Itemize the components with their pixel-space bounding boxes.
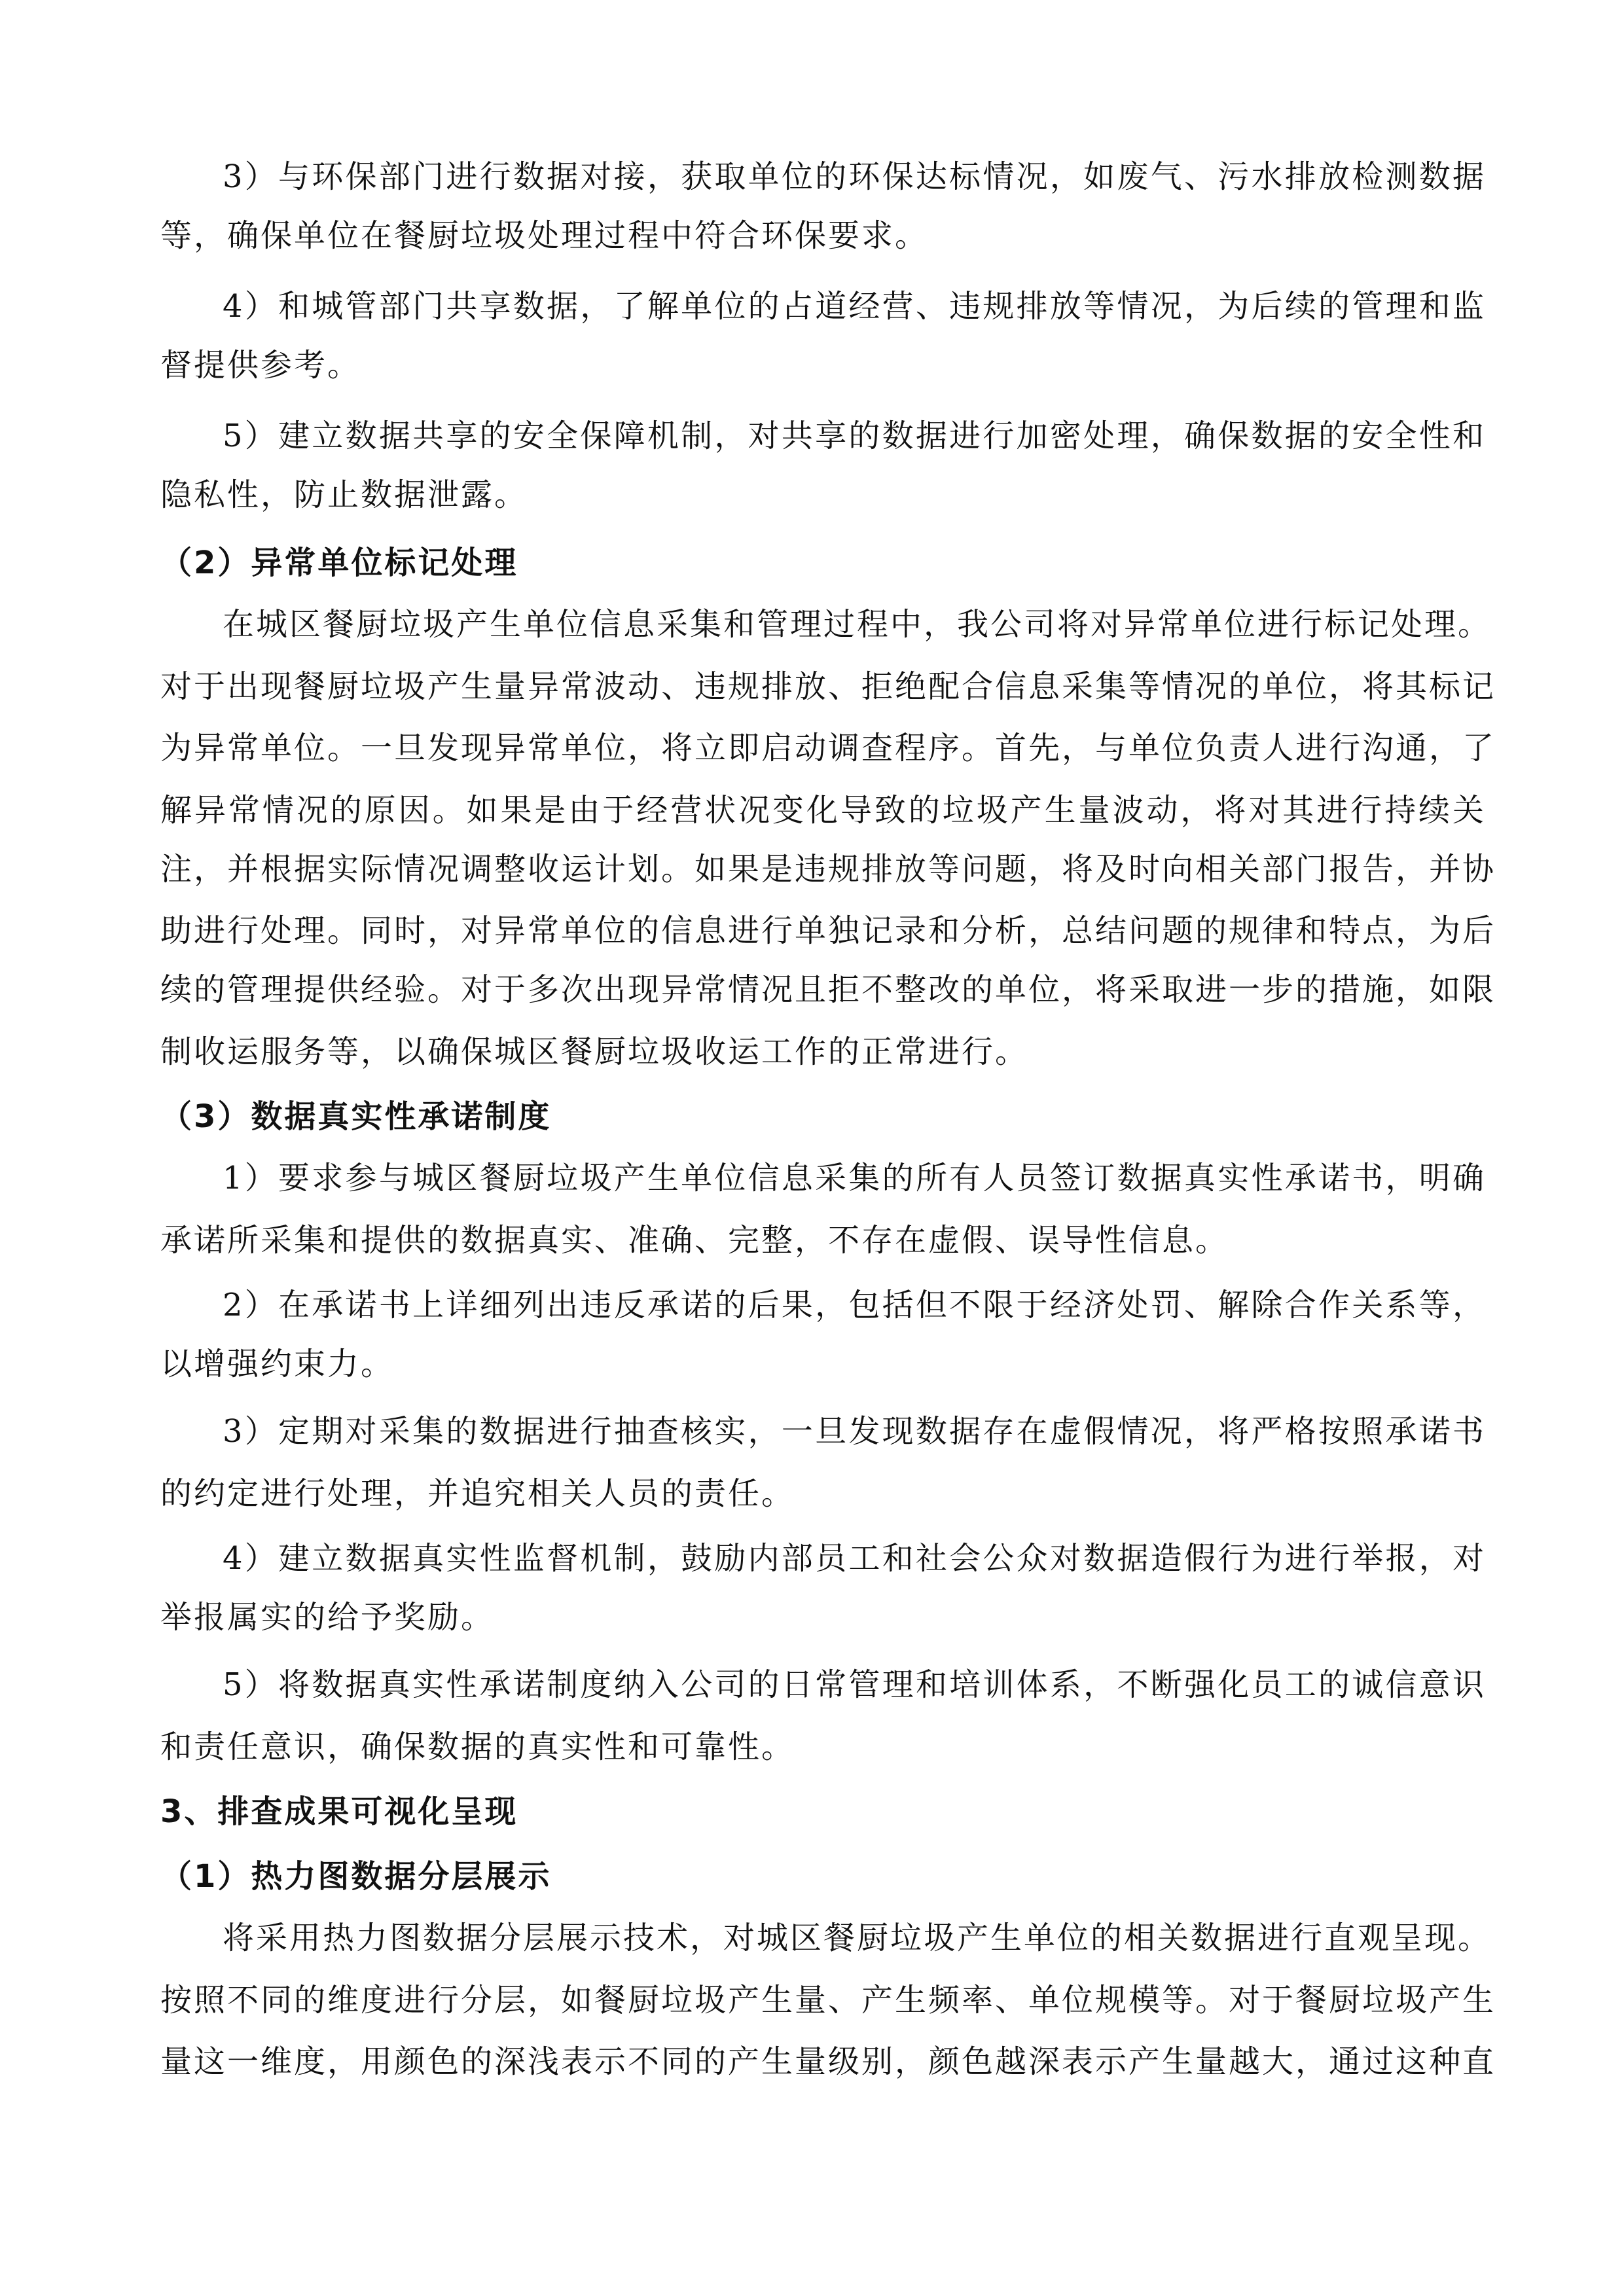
paragraph-line: 将采用热力图数据分层展示技术，对城区餐厨垃圾产生单位的相关数据进行直观呈现。	[223, 1920, 1492, 1956]
section-heading: 3、排查成果可视化呈现	[160, 1793, 518, 1830]
section-heading: （3）数据真实性承诺制度	[160, 1098, 552, 1135]
paragraph-line: 的约定进行处理，并追究相关人员的责任。	[160, 1475, 795, 1512]
paragraph-line: 和责任意识，确保数据的真实性和可靠性。	[160, 1729, 795, 1765]
paragraph-line: 制收运服务等，以确保城区餐厨垃圾收运工作的正常进行。	[160, 1033, 1029, 1070]
paragraph-line: 助进行处理。同时，对异常单位的信息进行单独记录和分析，总结问题的规律和特点，为后	[160, 912, 1496, 949]
paragraph-line: 等，确保单位在餐厨垃圾处理过程中符合环保要求。	[160, 217, 929, 254]
paragraph-line: 注，并根据实际情况调整收运计划。如果是违规排放等问题，将及时向相关部门报告，并协	[160, 851, 1496, 888]
section-heading: （1）热力图数据分层展示	[160, 1858, 552, 1895]
paragraph-line: 隐私性，防止数据泄露。	[160, 476, 528, 513]
paragraph-line: 2）在承诺书上详细列出违反承诺的后果，包括但不限于经济处罚、解除合作关系等，	[223, 1287, 1486, 1323]
paragraph-line: 为异常单位。一旦发现异常单位，将立即启动调查程序。首先，与单位负责人进行沟通，了	[160, 730, 1496, 766]
paragraph-line: 量这一维度，用颜色的深浅表示不同的产生量级别，颜色越深表示产生量越大，通过这种直	[160, 2043, 1496, 2080]
section-heading: （2）异常单位标记处理	[160, 545, 518, 581]
paragraph-line: 以增强约束力。	[160, 1346, 395, 1382]
paragraph-line: 5）将数据真实性承诺制度纳入公司的日常管理和培训体系，不断强化员工的诚信意识	[223, 1666, 1486, 1703]
paragraph-line: 5）建立数据共享的安全保障机制，对共享的数据进行加密处理，确保数据的安全性和	[223, 418, 1486, 454]
paragraph-line: 4）建立数据真实性监督机制，鼓励内部员工和社会公众对数据造假行为进行举报，对	[223, 1540, 1486, 1577]
paragraph-line: 督提供参考。	[160, 347, 361, 384]
paragraph-line: 3）定期对采集的数据进行抽查核实，一旦发现数据存在虚假情况，将严格按照承诺书	[223, 1413, 1486, 1450]
paragraph-line: 1）要求参与城区餐厨垃圾产生单位信息采集的所有人员签订数据真实性承诺书，明确	[223, 1160, 1486, 1196]
paragraph-line: 续的管理提供经验。对于多次出现异常情况且拒不整改的单位，将采取进一步的措施，如限	[160, 971, 1496, 1008]
paragraph-line: 承诺所采集和提供的数据真实、准确、完整，不存在虚假、误导性信息。	[160, 1222, 1229, 1259]
paragraph-line: 4）和城管部门共享数据，了解单位的占道经营、违规排放等情况，为后续的管理和监	[223, 288, 1486, 325]
paragraph-line: 举报属实的给予奖励。	[160, 1599, 495, 1636]
paragraph-line: 对于出现餐厨垃圾产生量异常波动、违规排放、拒绝配合信息采集等情况的单位，将其标记	[160, 668, 1496, 705]
paragraph-line: 3）与环保部门进行数据对接，获取单位的环保达标情况，如废气、污水排放检测数据	[223, 158, 1486, 195]
paragraph-line: 按照不同的维度进行分层，如餐厨垃圾产生量、产生频率、单位规模等。对于餐厨垃圾产生	[160, 1982, 1496, 2018]
paragraph-line: 在城区餐厨垃圾产生单位信息采集和管理过程中，我公司将对异常单位进行标记处理。	[223, 606, 1492, 643]
paragraph-line: 解异常情况的原因。如果是由于经营状况变化导致的垃圾产生量波动，将对其进行持续关	[160, 792, 1486, 829]
